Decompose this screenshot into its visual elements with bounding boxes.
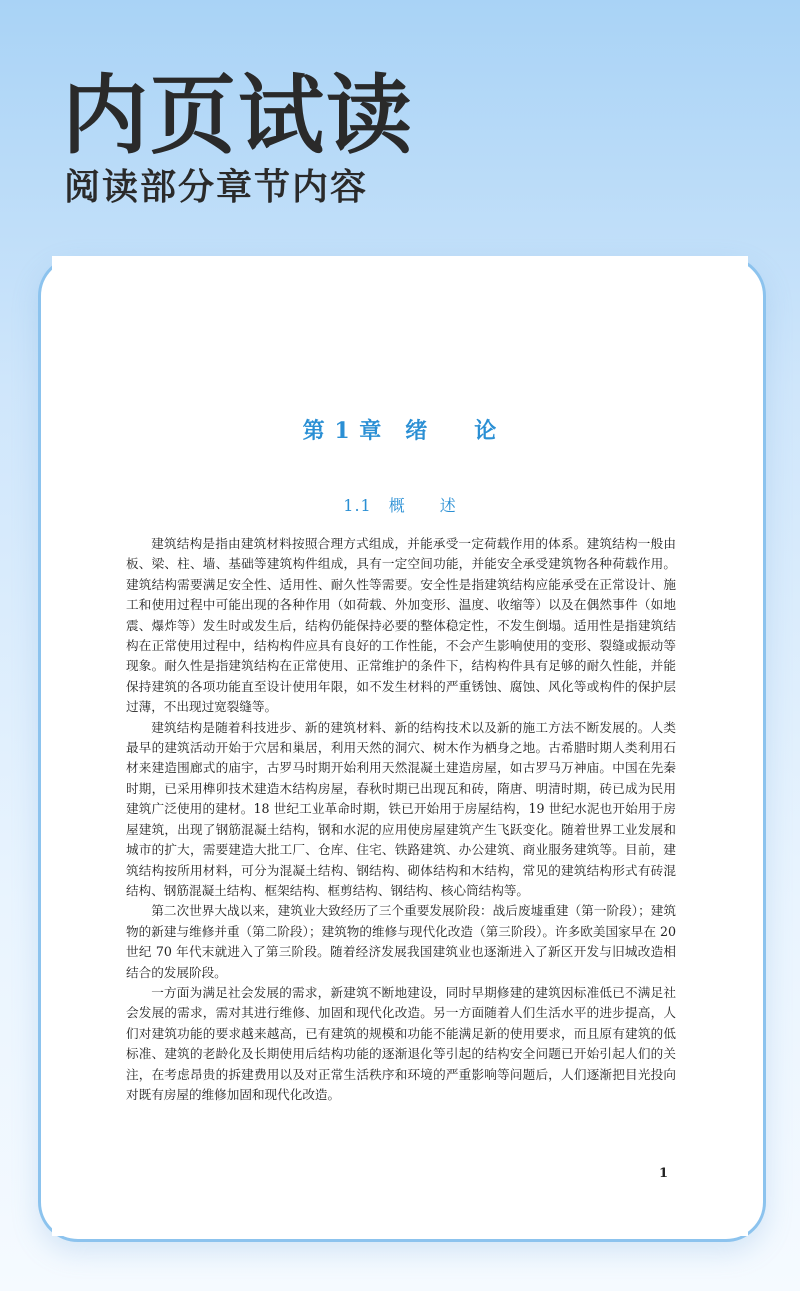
body-text	[126, 534, 676, 1105]
banner-title: 内页试读	[62, 66, 414, 166]
chapter-title: 第 1 章 绪 论	[302, 418, 498, 444]
banner-subtitle: 阅读部分章节内容	[64, 167, 369, 208]
section-title: 1.1 概 述	[343, 496, 457, 515]
page-number: 1	[658, 1166, 668, 1181]
paragraph: 一方面为满足社会发展的需求，新建筑不断地建设，同时早期修建的建筑因标准低已不满足社会发展的需求，需对其进行维修、加固和现代化改造。另一方面随着人们生活水平的进步提高，人们对建筑功能的要求越来越高，已有建筑的规模和功能不能满足新的使用要求，而且原有建筑的低标准、建筑的老龄化及长期使用后结构功能的逐渐退化等引起的结构安全问题已开始引起人们的关注，在考虑昂贵的拆建费用以及对正常生活秩序和环境的严重影响等问题后，人们逐渐把目光投向对既有房屋的维修加固和现代化改造。	[126, 984, 676, 1102]
paragraph: 第二次世界大战以来，建筑业大致经历了三个重要发展阶段：战后废墟重建（第一阶段）；建筑物的新建与维修并重（第二阶段）；建筑物的维修与现代化改造（第三阶段）。许多欧美国家早在 20 世纪 70 年代末就进入了第三阶段。随着经济发展我国建筑业也逐渐进入了新区开发与旧城改造相结合的发展阶段。	[126, 903, 676, 980]
book-page	[52, 256, 748, 1236]
paragraph: 建筑结构是指由建筑材料按照合理方式组成，并能承受一定荷载作用的体系。建筑结构一般由板、梁、柱、墙、基础等建筑构件组成，具有一定空间功能，并能安全承受建筑物各种荷载作用。建筑结构需要满足安全性、适用性、耐久性等需要。安全性是指建筑结构应能承受在正常设计、施工和使用过程中可能出现的各种作用（如荷载、外加变形、温度、收缩等）以及在偶然事件（如地震、爆炸等）发生时或发生后，结构仍能保持必要的整体稳定性，不发生倒塌。适用性是指建筑结构在正常使用过程中，结构构件应具有良好的工作性能，不会产生影响使用的变形、裂缝或振动等现象。耐久性是指建筑结构在正常使用、正常维护的条件下，结构构件具有足够的耐久性能，并能保持建筑的各项功能直至设计使用年限，如不发生材料的严重锈蚀、腐蚀、风化等或构件的保护层过薄，不出现过宽裂缝等。	[126, 536, 676, 715]
paragraph: 建筑结构是随着科技进步、新的建筑材料、新的结构技术以及新的施工方法不断发展的。人类最早的建筑活动开始于穴居和巢居，利用天然的洞穴、树木作为栖身之地。古希腊时期人类利用石材来建造围廊式的庙宇，古罗马时期开始利用天然混凝土建造房屋，如古罗马万神庙。中国在先秦时期，已采用榫卯技术建造木结构房屋，春秋时期已出现瓦和砖，隋唐、明清时期，砖已成为民用建筑广泛使用的建材。18 世纪工业革命时期，铁已开始用于房屋结构，19 世纪水泥也开始用于房屋建筑，出现了钢筋混凝土结构，钢和水泥的应用使房屋建筑产生飞跃变化。随着世界工业发展和城市的扩大，需要建造大批工厂、仓库、住宅、铁路建筑、办公建筑、商业服务建筑等。目前，建筑结构按所用材料，可分为混凝土结构、钢结构、砌体结构和木结构，常见的建筑结构形式有砖混结构、钢筋混凝土结构、框架结构、框剪结构、钢结构、核心筒结构等。	[126, 719, 676, 898]
